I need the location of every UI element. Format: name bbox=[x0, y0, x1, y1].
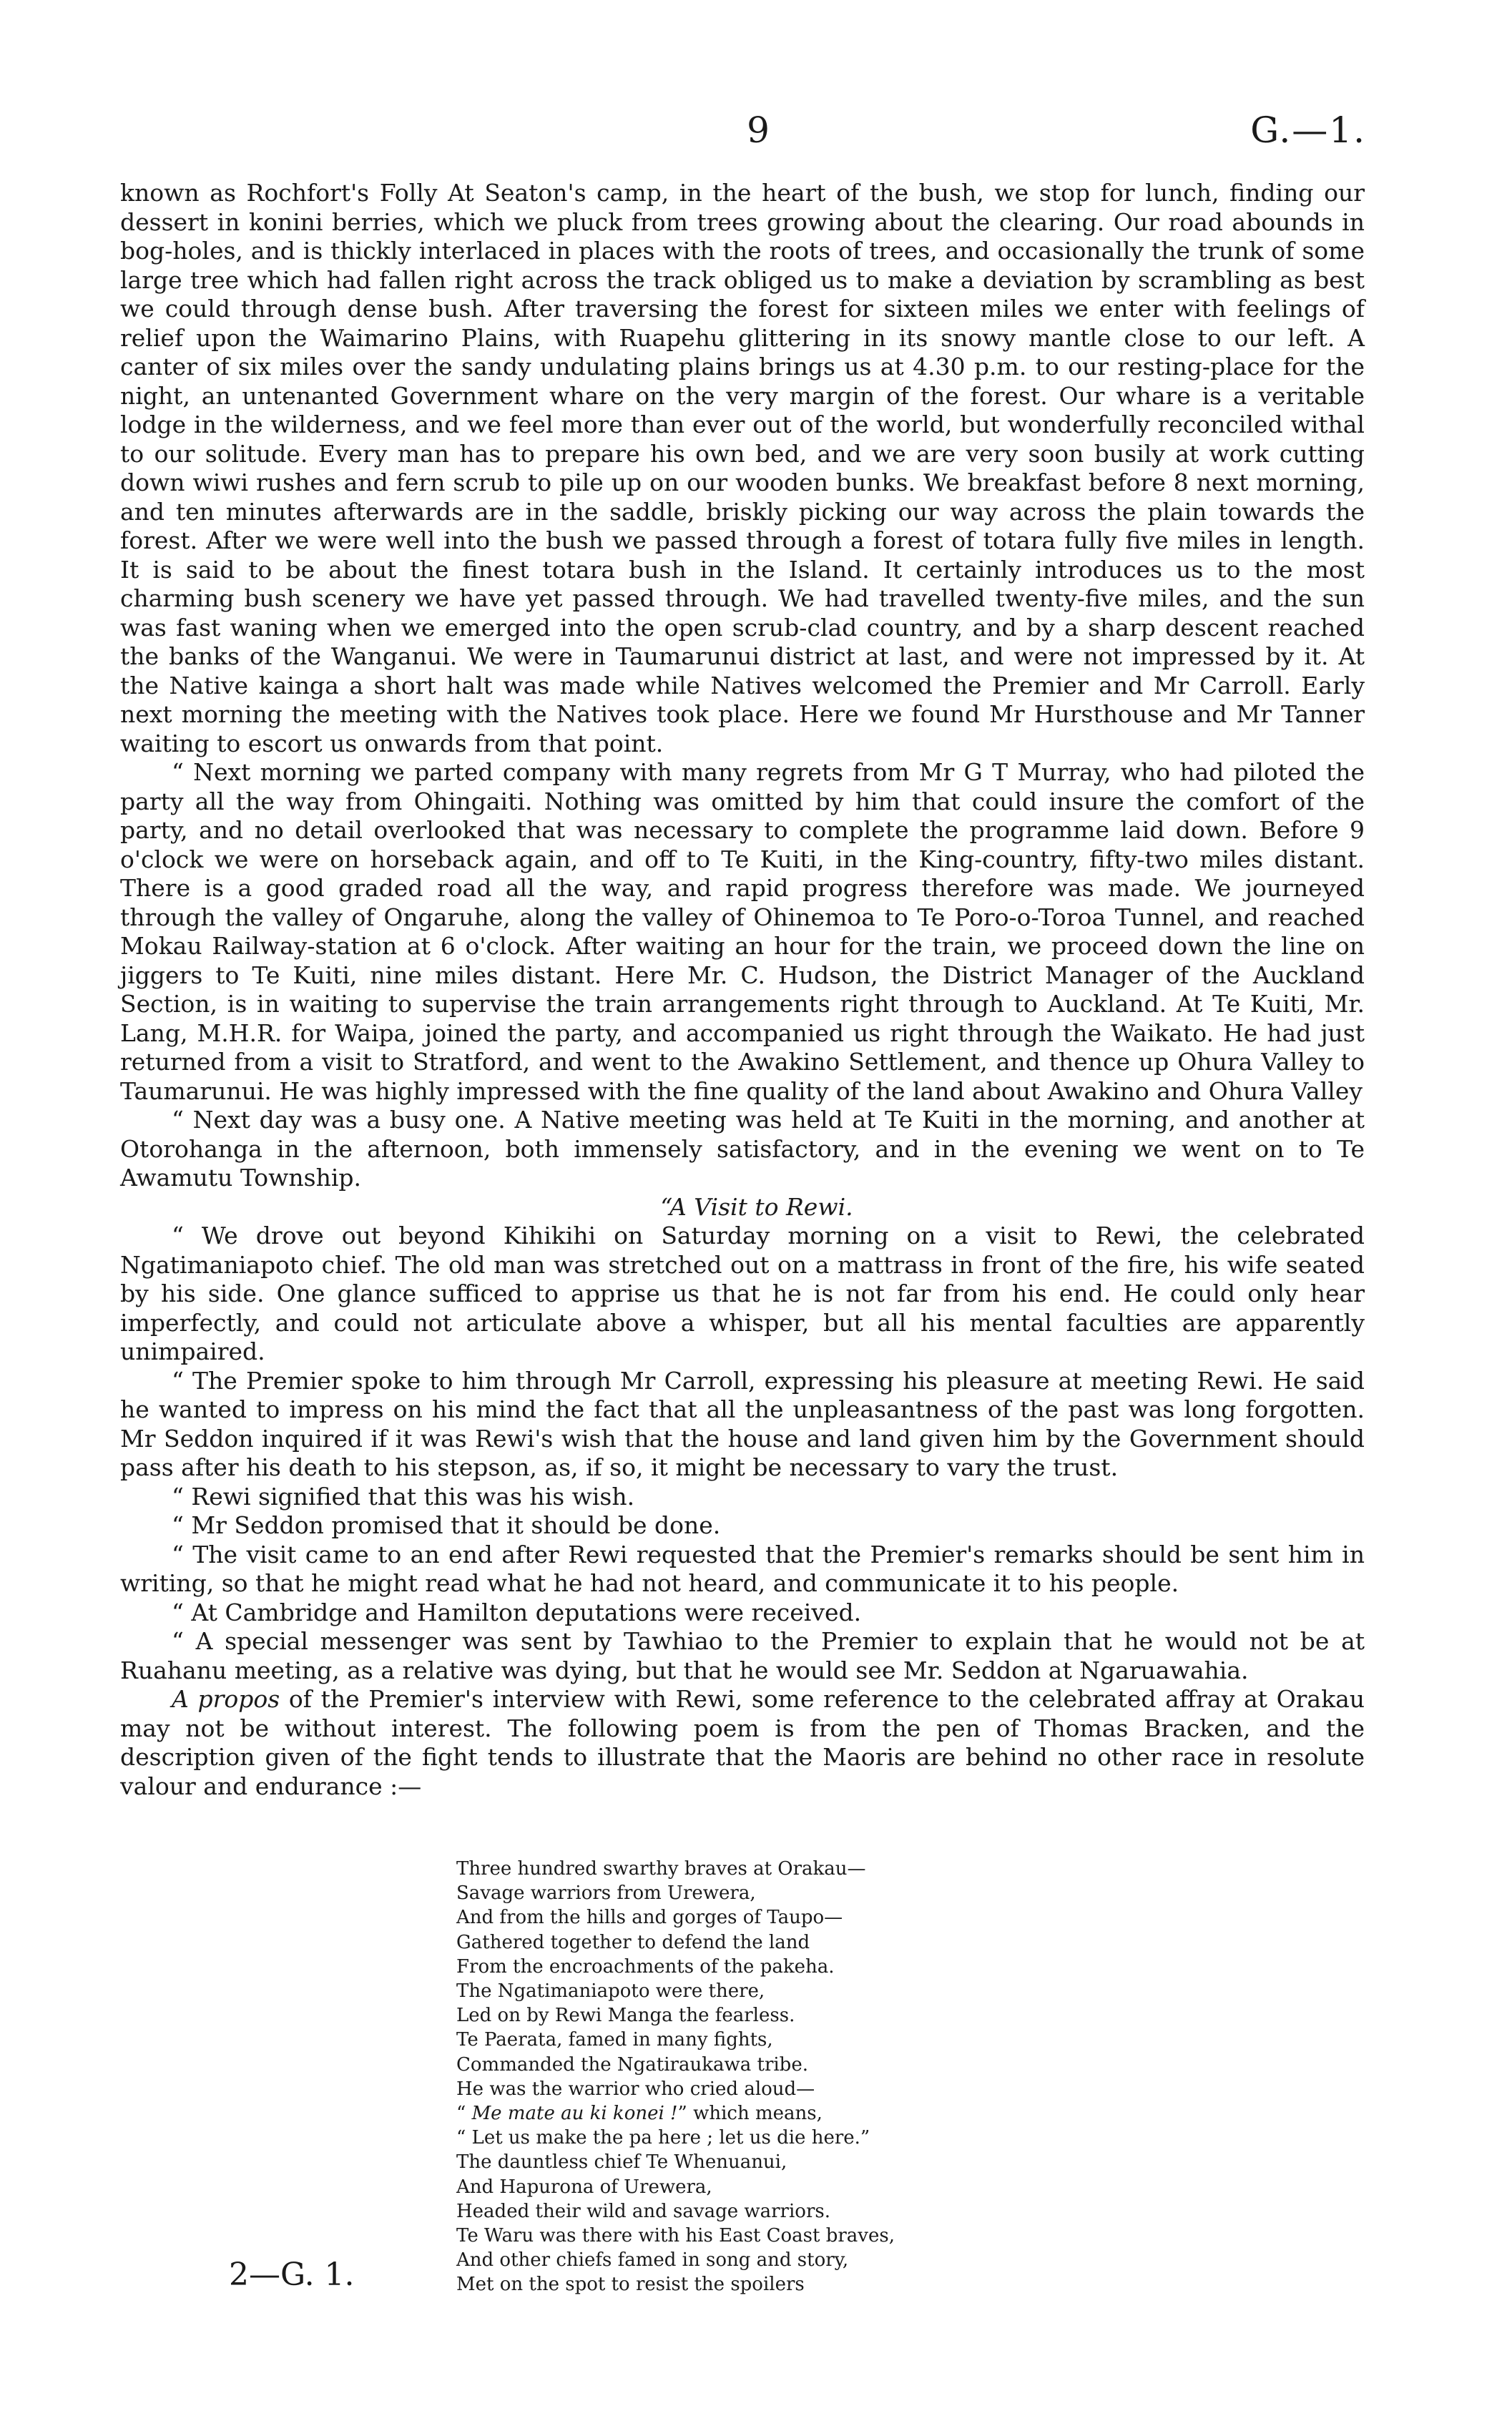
poem-line: Savage warriors from Urewera, bbox=[456, 1882, 756, 1905]
signature-mark: 2—G. 1. bbox=[229, 2257, 355, 2293]
poem-line: Led on by Rewi Manga the fearless. bbox=[456, 2005, 795, 2027]
poem-line: Te Waru was there with his East Coast braves, bbox=[456, 2225, 895, 2247]
paragraph: “ The Premier spoke to him through Mr Carroll, expressing his pleasure at meeting Rewi. He said he wanted to impress on his mind the fact that all the unpleasantness of the past was long forgotten. Mr Seddon inquired if it was Rewi's wish that the house and land given him by the Government should pass after his death to his stepson, as, if so, it might be necessary to vary the trust. bbox=[120, 1366, 1365, 1481]
poem-line bbox=[456, 2101, 1172, 2126]
poem-line: Commanded the Ngatiraukawa tribe. bbox=[456, 2053, 808, 2076]
paragraph: “ A special messenger was sent by Tawhiao to the Premier to explain that he would not be at Ruahanu meeting, as a relative was dying, but that he would see Mr. Seddon at Ngaruawahia. bbox=[120, 1627, 1365, 1684]
poem-line: And Hapurona of Urewera, bbox=[456, 2176, 712, 2198]
paragraph: “ At Cambridge and Hamilton deputations were received. bbox=[172, 1598, 862, 1626]
poem-line: From the encroachments of the pakeha. bbox=[456, 1955, 835, 1978]
paragraph: “ Rewi signified that this was his wish. bbox=[172, 1482, 635, 1511]
poem-line: The Ngatimaniapoto were there, bbox=[456, 1980, 765, 2003]
poem-line: The dauntless chief Te Whenuanui, bbox=[456, 2151, 787, 2174]
poem-line: He was the warrior who cried aloud— bbox=[456, 2078, 815, 2100]
paragraph bbox=[120, 1685, 1365, 1801]
paragraph: known as Rochfort's Folly At Seaton's camp, in the heart of the bush, we stop for lunch, finding our dessert in konini berries, which we pluck from trees growing about the clearing. Our road abounds in bog-holes, and is thickly interlaced in places with the roots of trees, and occasionally the trunk of some large tree which had fallen right across the track obliged us to make a deviation by scrambling as best we could through dense bush. After traversing the forest for sixteen miles we enter with feelings of relief upon the Waimarino Plains, with Ruapehu glittering in its snowy mantle close to our left. A canter of six miles over the sandy undulating plains brings us at 4.30 p.m. to our resting-place for the night, an untenanted Government whare on the very margin of the forest. Our whare is a veritable lodge in the wilderness, and we feel more than ever out of the world, but wonderfully reconciled withal to our solitude. Every man has to prepare his own bed, and we are very soon busily at work cutting down wiwi rushes and fern scrub to pile up on our wooden bunks. We breakfast before 8 next morning, and ten minutes afterwards are in the saddle, briskly picking our way across the plain towards the forest. After we were well into the bush we passed through a forest of totara fully five miles in length. It is said to be about the finest totara bush in the Island. It certainly introduces us to the most charming bush scenery we have yet passed through. We had travelled twenty-five miles, and the sun was fast waning when we emerged into the open scrub-clad country, and by a sharp descent reached the banks of the Wanganui. We were in Taumarunui district at last, and were not impressed by it. At the Native kainga a short halt was made while Natives welcomed the Premier and Mr Carroll. Early next morning the meeting with the Natives took place. Here we found Mr Hursthouse and Mr Tanner waiting to escort us onwards from that point. bbox=[120, 179, 1365, 757]
poem-line: Headed their wild and savage warriors. bbox=[456, 2200, 830, 2222]
paragraph-text: of the Premier's interview with Rewi, some reference to the celebrated affray at Orakau may not be without interest. The following poem is from the pen of Thomas Bracken, and the description given of the fight tends to illustrate that the Maoris are behind no other race in resolute valour and endurance :— bbox=[120, 1685, 1365, 1800]
document-reference: G.—1. bbox=[1250, 109, 1366, 151]
paragraph: “ The visit came to an end after Rewi requested that the Premier's remarks should be sent him in writing, so that he might read what he had not heard, and communicate it to his people. bbox=[120, 1540, 1365, 1597]
poem-line: Gathered together to defend the land bbox=[456, 1931, 810, 1953]
paragraph: “ Mr Seddon promised that it should be done. bbox=[172, 1511, 721, 1539]
page-number: 9 bbox=[747, 109, 770, 151]
poem-block bbox=[456, 1857, 1172, 2297]
poem-line: Te Paerata, famed in many fights, bbox=[456, 2029, 773, 2051]
paragraph: “ Next morning we parted company with many regrets from Mr G T Murray, who had piloted the party all the way from Ohingaiti. Nothing was omitted by him that could insure the comfort of the party, and no detail overlooked that was necessary to complete the programme laid down. Before 9 o'clock we were on horseback again, and off to Te Kuiti, in the King-country, fifty-two miles distant. There is a good graded road all the way, and rapid progress therefore was made. We journeyed through the valley of Ongaruhe, along the valley of Ohinemoa to Te Poro-o-Toroa Tunnel, and reached Mokau Railway-station at 6 o'clock. After waiting an hour for the train, we proceed down the line on jiggers to Te Kuiti, nine miles distant. Here Mr. C. Hudson, the District Manager of the Auckland Section, is in waiting to supervise the train arrangements right through to Auckland. At Te Kuiti, Mr. Lang, M.H.R. for Waipa, joined the party, and accompanied us right through the Waikato. He had just returned from a visit to Stratford, and went to the Awakino Settlement, and thence up Ohura Valley to Taumarunui. He was highly impressed with the fine quality of the land about Awakino and Ohura Valley bbox=[120, 758, 1365, 1105]
poem-line: “ Let us make the pa here ; let us die here.” bbox=[456, 2127, 870, 2149]
poem-line: And other chiefs famed in song and story, bbox=[456, 2249, 849, 2272]
paragraph: “ Next day was a busy one. A Native meeting was held at Te Kuiti in the morning, and another at Otorohanga in the afternoon, both immensely satisfactory, and in the evening we went on to Te Awamutu Township. bbox=[120, 1106, 1365, 1192]
paragraph: “ We drove out beyond Kihikihi on Saturday morning on a visit to Rewi, the celebrated Ngatimaniapoto chief. The old man was stretched out on a mattrass in front of the fire, his wife seated by his side. One glance sufficed to apprise us that he is not far from his end. He could only hear imperfectly, and could not articulate above a whisper, but all his mental faculties are apparently unimpaired. bbox=[120, 1222, 1365, 1365]
poem-quote-mark: “ bbox=[456, 2103, 472, 2125]
poem-text: ” which means, bbox=[677, 2103, 823, 2125]
italic-phrase: A propos bbox=[172, 1685, 280, 1713]
section-heading: “A Visit to Rewi. bbox=[660, 1192, 853, 1221]
poem-line: Three hundred swarthy braves at Orakau— bbox=[456, 1858, 866, 1880]
body-text bbox=[120, 179, 1365, 1801]
maori-phrase: Me mate au ki konei ! bbox=[471, 2103, 678, 2125]
poem-line: And from the hills and gorges of Taupo— bbox=[456, 1907, 843, 1929]
poem-line: Met on the spot to resist the spoilers bbox=[456, 2274, 805, 2296]
